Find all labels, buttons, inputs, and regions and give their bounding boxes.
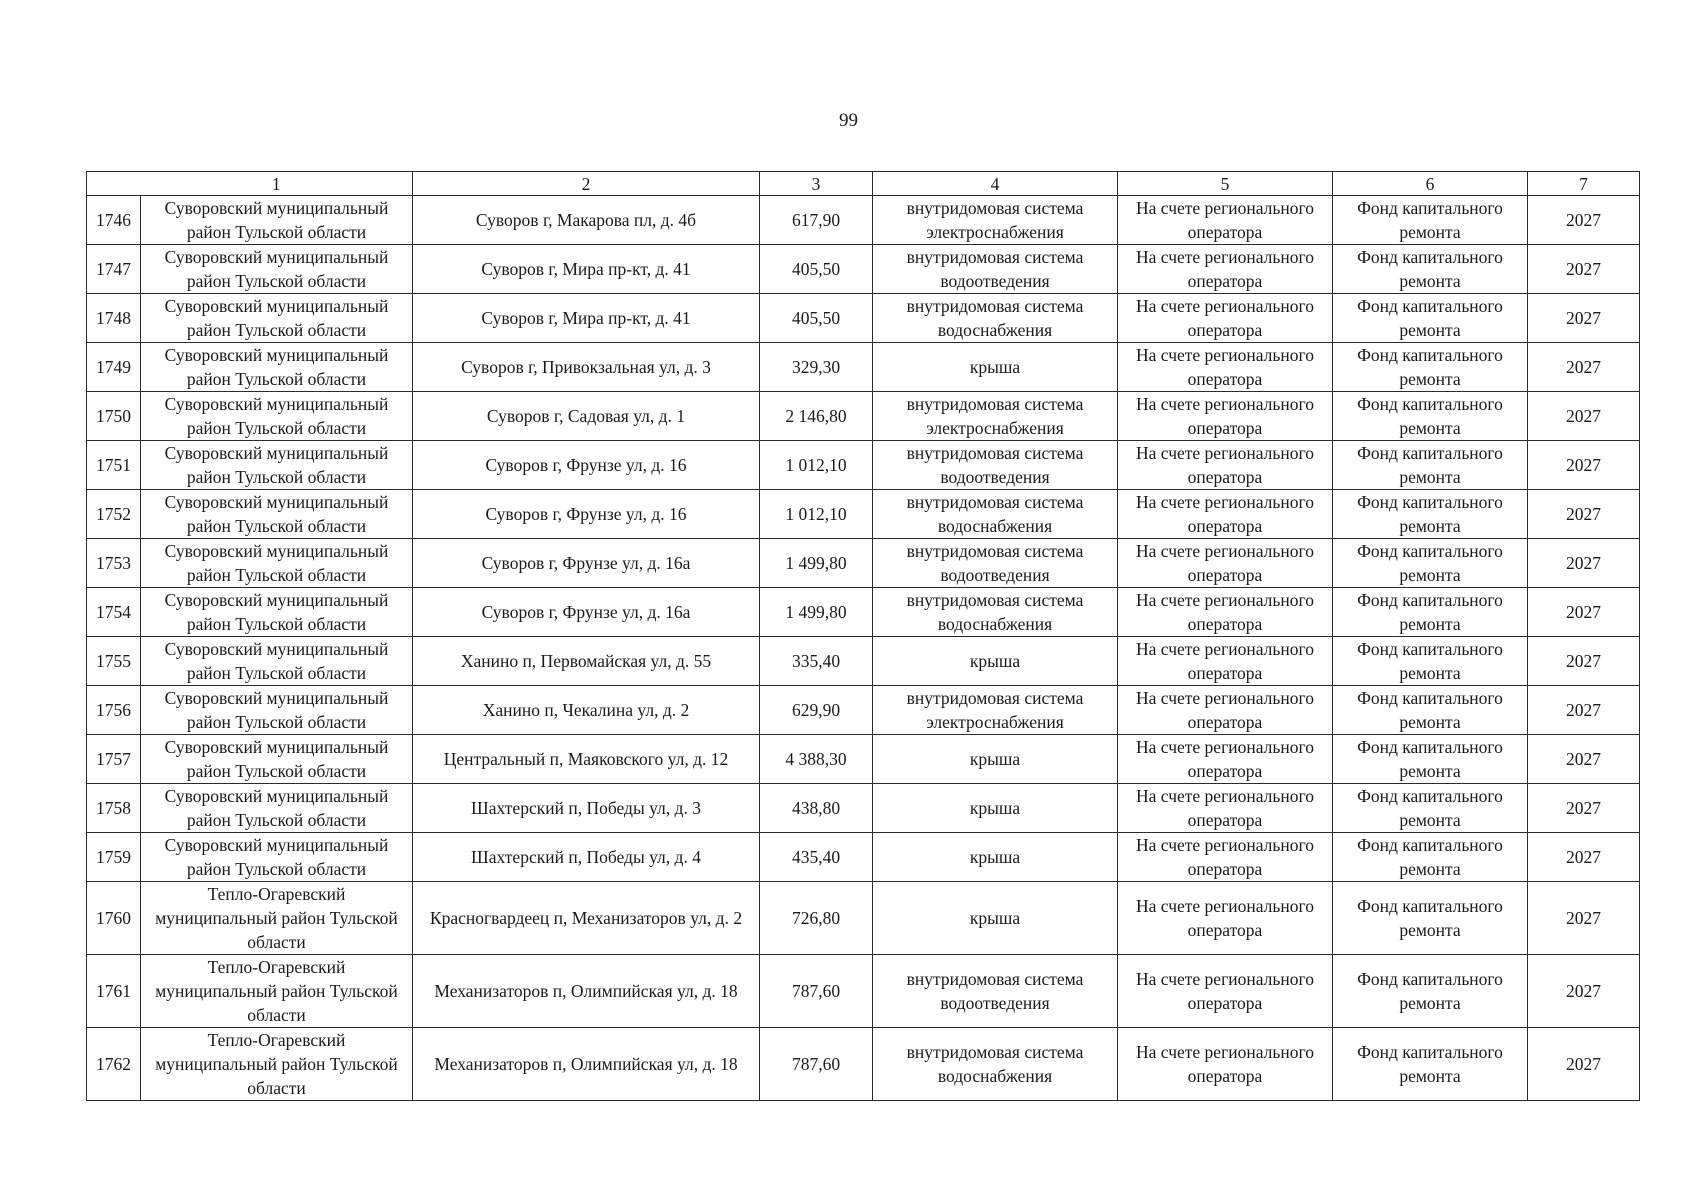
- district-cell: Суворовский муниципальный район Тульской области: [141, 294, 413, 343]
- work-type-cell: внутридомовая система водоотведения: [873, 441, 1118, 490]
- district-cell: Суворовский муниципальный район Тульской области: [141, 686, 413, 735]
- area-cell: 726,80: [760, 882, 873, 955]
- district-cell: Суворовский муниципальный район Тульской области: [141, 196, 413, 245]
- row-number: 1759: [87, 833, 141, 882]
- work-type-cell: внутридомовая система водоснабжения: [873, 490, 1118, 539]
- district-cell: Суворовский муниципальный район Тульской области: [141, 784, 413, 833]
- year-cell: 2027: [1528, 686, 1640, 735]
- year-cell: 2027: [1528, 637, 1640, 686]
- account-cell: На счете регионального оператора: [1118, 392, 1333, 441]
- account-cell: На счете регионального оператора: [1118, 490, 1333, 539]
- area-cell: 2 146,80: [760, 392, 873, 441]
- fund-cell: Фонд капитального ремонта: [1333, 343, 1528, 392]
- area-cell: 787,60: [760, 955, 873, 1028]
- table-row: [87, 441, 1640, 490]
- area-cell: 617,90: [760, 196, 873, 245]
- table-row: [87, 882, 1640, 955]
- fund-cell: Фонд капитального ремонта: [1333, 637, 1528, 686]
- table-body: [87, 196, 1640, 1101]
- work-type-cell: крыша: [873, 784, 1118, 833]
- year-cell: 2027: [1528, 1028, 1640, 1101]
- column-number-6: 6: [1333, 172, 1528, 196]
- area-cell: 1 499,80: [760, 588, 873, 637]
- table-row: [87, 343, 1640, 392]
- work-type-cell: крыша: [873, 343, 1118, 392]
- row-number: 1746: [87, 196, 141, 245]
- row-number: 1762: [87, 1028, 141, 1101]
- row-number: 1747: [87, 245, 141, 294]
- repair-register-table: [86, 171, 1640, 1101]
- address-cell: Шахтерский п, Победы ул, д. 3: [413, 784, 760, 833]
- work-type-cell: внутридомовая система водоотведения: [873, 245, 1118, 294]
- account-cell: На счете регионального оператора: [1118, 294, 1333, 343]
- column-number-2: 2: [413, 172, 760, 196]
- fund-cell: Фонд капитального ремонта: [1333, 196, 1528, 245]
- area-cell: 4 388,30: [760, 735, 873, 784]
- area-cell: 1 012,10: [760, 490, 873, 539]
- address-cell: Суворов г, Мира пр-кт, д. 41: [413, 294, 760, 343]
- account-cell: На счете регионального оператора: [1118, 882, 1333, 955]
- work-type-cell: внутридомовая система водоотведения: [873, 539, 1118, 588]
- address-cell: Суворов г, Привокзальная ул, д. 3: [413, 343, 760, 392]
- work-type-cell: внутридомовая система водоснабжения: [873, 588, 1118, 637]
- row-number: 1754: [87, 588, 141, 637]
- year-cell: 2027: [1528, 955, 1640, 1028]
- year-cell: 2027: [1528, 490, 1640, 539]
- district-cell: Суворовский муниципальный район Тульской области: [141, 245, 413, 294]
- address-cell: Ханино п, Первомайская ул, д. 55: [413, 637, 760, 686]
- district-cell: Суворовский муниципальный район Тульской области: [141, 343, 413, 392]
- fund-cell: Фонд капитального ремонта: [1333, 833, 1528, 882]
- page-number: 99: [839, 110, 858, 131]
- address-cell: Шахтерский п, Победы ул, д. 4: [413, 833, 760, 882]
- account-cell: На счете регионального оператора: [1118, 196, 1333, 245]
- account-cell: На счете регионального оператора: [1118, 686, 1333, 735]
- area-cell: 438,80: [760, 784, 873, 833]
- row-number: 1758: [87, 784, 141, 833]
- fund-cell: Фонд капитального ремонта: [1333, 784, 1528, 833]
- fund-cell: Фонд капитального ремонта: [1333, 294, 1528, 343]
- fund-cell: Фонд капитального ремонта: [1333, 441, 1528, 490]
- column-number-7: 7: [1528, 172, 1640, 196]
- account-cell: На счете регионального оператора: [1118, 735, 1333, 784]
- area-cell: 405,50: [760, 294, 873, 343]
- account-cell: На счете регионального оператора: [1118, 1028, 1333, 1101]
- account-cell: На счете регионального оператора: [1118, 588, 1333, 637]
- work-type-cell: крыша: [873, 735, 1118, 784]
- fund-cell: Фонд капитального ремонта: [1333, 955, 1528, 1028]
- row-number: 1756: [87, 686, 141, 735]
- table-row: [87, 196, 1640, 245]
- fund-cell: Фонд капитального ремонта: [1333, 245, 1528, 294]
- district-cell: Суворовский муниципальный район Тульской области: [141, 490, 413, 539]
- year-cell: 2027: [1528, 588, 1640, 637]
- fund-cell: Фонд капитального ремонта: [1333, 539, 1528, 588]
- column-number-1: 1: [141, 172, 413, 196]
- work-type-cell: внутридомовая система водоотведения: [873, 955, 1118, 1028]
- year-cell: 2027: [1528, 294, 1640, 343]
- address-cell: Суворов г, Мира пр-кт, д. 41: [413, 245, 760, 294]
- table-row: [87, 833, 1640, 882]
- account-cell: На счете регионального оператора: [1118, 637, 1333, 686]
- address-cell: Ханино п, Чекалина ул, д. 2: [413, 686, 760, 735]
- district-cell: Суворовский муниципальный район Тульской области: [141, 392, 413, 441]
- column-number-4: 4: [873, 172, 1118, 196]
- district-cell: Тепло-Огаревский муниципальный район Тульской области: [141, 882, 413, 955]
- district-cell: Суворовский муниципальный район Тульской области: [141, 637, 413, 686]
- work-type-cell: внутридомовая система электроснабжения: [873, 392, 1118, 441]
- fund-cell: Фонд капитального ремонта: [1333, 882, 1528, 955]
- district-cell: Суворовский муниципальный район Тульской области: [141, 588, 413, 637]
- year-cell: 2027: [1528, 539, 1640, 588]
- fund-cell: Фонд капитального ремонта: [1333, 1028, 1528, 1101]
- year-cell: 2027: [1528, 196, 1640, 245]
- table-row: [87, 735, 1640, 784]
- address-cell: Суворов г, Фрунзе ул, д. 16а: [413, 539, 760, 588]
- fund-cell: Фонд капитального ремонта: [1333, 490, 1528, 539]
- column-number-5: 5: [1118, 172, 1333, 196]
- district-cell: Суворовский муниципальный район Тульской области: [141, 539, 413, 588]
- row-number: 1749: [87, 343, 141, 392]
- account-cell: На счете регионального оператора: [1118, 441, 1333, 490]
- year-cell: 2027: [1528, 343, 1640, 392]
- column-number-blank: [87, 172, 141, 196]
- account-cell: На счете регионального оператора: [1118, 955, 1333, 1028]
- table-row: [87, 588, 1640, 637]
- work-type-cell: крыша: [873, 882, 1118, 955]
- address-cell: Суворов г, Макарова пл, д. 4б: [413, 196, 760, 245]
- year-cell: 2027: [1528, 392, 1640, 441]
- row-number: 1761: [87, 955, 141, 1028]
- row-number: 1753: [87, 539, 141, 588]
- row-number: 1760: [87, 882, 141, 955]
- table-row: [87, 1028, 1640, 1101]
- work-type-cell: внутридомовая система водоснабжения: [873, 294, 1118, 343]
- table-row: [87, 392, 1640, 441]
- account-cell: На счете регионального оператора: [1118, 833, 1333, 882]
- address-cell: Суворов г, Фрунзе ул, д. 16а: [413, 588, 760, 637]
- fund-cell: Фонд капитального ремонта: [1333, 392, 1528, 441]
- work-type-cell: крыша: [873, 637, 1118, 686]
- year-cell: 2027: [1528, 784, 1640, 833]
- area-cell: 435,40: [760, 833, 873, 882]
- area-cell: 629,90: [760, 686, 873, 735]
- address-cell: Суворов г, Фрунзе ул, д. 16: [413, 441, 760, 490]
- year-cell: 2027: [1528, 441, 1640, 490]
- year-cell: 2027: [1528, 245, 1640, 294]
- row-number: 1748: [87, 294, 141, 343]
- table-row: [87, 245, 1640, 294]
- table-row: [87, 955, 1640, 1028]
- area-cell: 405,50: [760, 245, 873, 294]
- year-cell: 2027: [1528, 735, 1640, 784]
- account-cell: На счете регионального оператора: [1118, 343, 1333, 392]
- address-cell: Суворов г, Садовая ул, д. 1: [413, 392, 760, 441]
- work-type-cell: внутридомовая система электроснабжения: [873, 196, 1118, 245]
- table-row: [87, 294, 1640, 343]
- year-cell: 2027: [1528, 882, 1640, 955]
- area-cell: 787,60: [760, 1028, 873, 1101]
- work-type-cell: внутридомовая система электроснабжения: [873, 686, 1118, 735]
- row-number: 1751: [87, 441, 141, 490]
- work-type-cell: крыша: [873, 833, 1118, 882]
- table-row: [87, 490, 1640, 539]
- account-cell: На счете регионального оператора: [1118, 539, 1333, 588]
- district-cell: Суворовский муниципальный район Тульской области: [141, 441, 413, 490]
- area-cell: 329,30: [760, 343, 873, 392]
- district-cell: Тепло-Огаревский муниципальный район Тульской области: [141, 955, 413, 1028]
- row-number: 1750: [87, 392, 141, 441]
- area-cell: 1 012,10: [760, 441, 873, 490]
- area-cell: 1 499,80: [760, 539, 873, 588]
- area-cell: 335,40: [760, 637, 873, 686]
- column-number-row: [87, 172, 1640, 196]
- district-cell: Тепло-Огаревский муниципальный район Тульской области: [141, 1028, 413, 1101]
- column-number-3: 3: [760, 172, 873, 196]
- table-row: [87, 686, 1640, 735]
- address-cell: Механизаторов п, Олимпийская ул, д. 18: [413, 955, 760, 1028]
- district-cell: Суворовский муниципальный район Тульской области: [141, 735, 413, 784]
- table-row: [87, 637, 1640, 686]
- year-cell: 2027: [1528, 833, 1640, 882]
- address-cell: Суворов г, Фрунзе ул, д. 16: [413, 490, 760, 539]
- address-cell: Центральный п, Маяковского ул, д. 12: [413, 735, 760, 784]
- work-type-cell: внутридомовая система водоснабжения: [873, 1028, 1118, 1101]
- row-number: 1755: [87, 637, 141, 686]
- account-cell: На счете регионального оператора: [1118, 784, 1333, 833]
- fund-cell: Фонд капитального ремонта: [1333, 588, 1528, 637]
- row-number: 1757: [87, 735, 141, 784]
- district-cell: Суворовский муниципальный район Тульской области: [141, 833, 413, 882]
- row-number: 1752: [87, 490, 141, 539]
- account-cell: На счете регионального оператора: [1118, 245, 1333, 294]
- address-cell: Механизаторов п, Олимпийская ул, д. 18: [413, 1028, 760, 1101]
- fund-cell: Фонд капитального ремонта: [1333, 735, 1528, 784]
- table-row: [87, 784, 1640, 833]
- table-row: [87, 539, 1640, 588]
- fund-cell: Фонд капитального ремонта: [1333, 686, 1528, 735]
- address-cell: Красногвардеец п, Механизаторов ул, д. 2: [413, 882, 760, 955]
